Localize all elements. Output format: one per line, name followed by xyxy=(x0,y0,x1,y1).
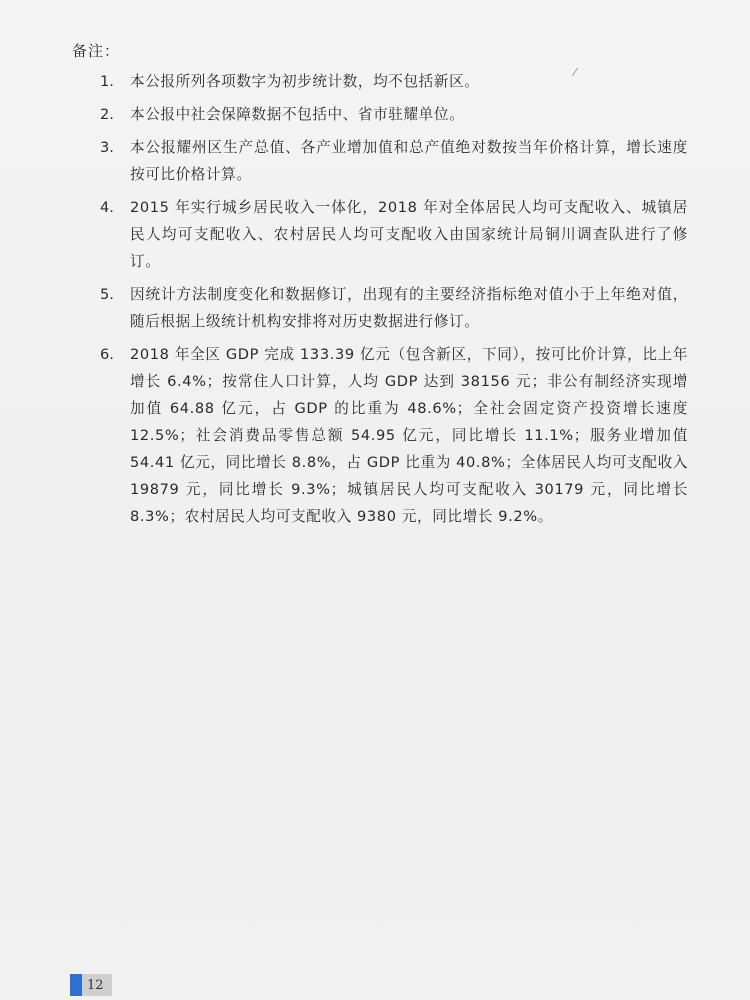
page-number-badge xyxy=(70,974,112,996)
note-number: 3. xyxy=(100,139,114,156)
paper-mark-icon: ⁄ xyxy=(574,66,576,79)
page-accent-block xyxy=(70,974,82,996)
note-text: 本公报中社会保障数据不包括中、省市驻耀单位。 xyxy=(130,106,465,123)
note-number: 2. xyxy=(100,106,114,123)
note-text: 本公报耀州区生产总值、各产业增加值和总产值绝对数按当年价格计算，增长速度按可比价格计算。 xyxy=(130,139,688,183)
note-number: 5. xyxy=(100,286,114,303)
note-item xyxy=(100,341,688,530)
note-number: 6. xyxy=(100,346,114,363)
notes-list xyxy=(100,68,688,536)
note-item xyxy=(100,134,688,188)
page-number: 12 xyxy=(87,977,104,993)
note-item xyxy=(100,281,688,335)
note-text: 2018 年全区 GDP 完成 133.39 亿元（包含新区，下同），按可比价计算，比上年增长 6.4%；按常住人口计算，人均 GDP 达到 38156 元；非公有制经济实现增加值 64.88 亿元，占 GDP 的比重为 48.6%；全社会固定资产投资增长速度 12.5%；社会消费品零售总额 54.95 亿元，同比增长 11.1%；服务业增加值 54.41 亿元，同比增长 8.8%，占 GDP 比重为 40.8%；全体居民人均可支配收入 19879 元，同比增长 9.3%；城镇居民人均可支配收入 30179 元，同比增长 8.3%；农村居民人均可支配收入 9380 元，同比增长 9.2%。 xyxy=(130,346,688,525)
note-item xyxy=(100,68,688,95)
note-item xyxy=(100,101,688,128)
notes-heading: 备注： xyxy=(72,42,121,60)
note-text: 2015 年实行城乡居民收入一体化，2018 年对全体居民人均可支配收入、城镇居民人均可支配收入、农村居民人均可支配收入由国家统计局铜川调查队进行了修订。 xyxy=(130,199,688,270)
note-number: 4. xyxy=(100,199,114,216)
note-text: 本公报所列各项数字为初步统计数，均不包括新区。 xyxy=(130,73,480,90)
note-text: 因统计方法制度变化和数据修订，出现有的主要经济指标绝对值小于上年绝对值，随后根据上级统计机构安排将对历史数据进行修订。 xyxy=(130,286,688,330)
note-item xyxy=(100,194,688,275)
note-number: 1. xyxy=(100,73,114,90)
